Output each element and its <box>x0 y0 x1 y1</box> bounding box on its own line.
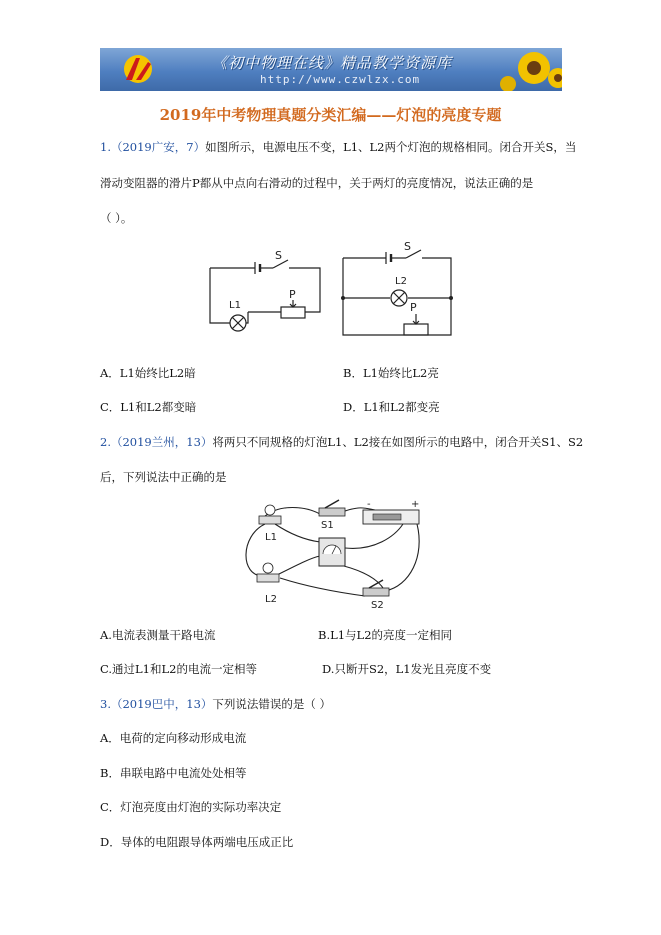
question-2-text-2: 后，下列说法中正确的是 <box>100 470 227 484</box>
q1-option-c: C．L1和L2都变暗 <box>100 400 197 414</box>
question-2-text-1: 将两只不同规格的灯泡L1、L2接在如图所示的电路中，闭合开关S1、S2 <box>212 435 584 449</box>
q3-option-d: D．导体的电阻跟导体两端电压成正比 <box>100 835 294 849</box>
q1-series-circuit-diagram <box>205 250 330 335</box>
question-3-text: 下列说法错误的是（ ） <box>212 697 332 711</box>
question-1-text-2: 滑动变阻器的滑片P都从中点向右滑动的过程中，关于两灯的亮度情况，说法正确的是 <box>100 176 534 190</box>
sunflower-icon <box>472 48 562 91</box>
q2-option-c: C.通过L1和L2的电流一定相等 <box>100 662 257 676</box>
q2-physical-circuit-diagram <box>235 496 430 611</box>
banner-title: 《初中物理在线》精品教学资源库 <box>212 54 453 72</box>
q1-option-b: B．L1始终比L2亮 <box>343 366 439 380</box>
question-1-line-1 <box>100 139 576 155</box>
question-2-line-1 <box>100 434 583 450</box>
q2-option-d: D.只断开S2，L1发光且亮度不变 <box>322 662 492 676</box>
q3-option-b: B．串联电路中电流处处相等 <box>100 766 247 780</box>
question-3-number: 3. <box>100 697 111 711</box>
switch-label-s: S <box>404 240 411 253</box>
l2-label: L2 <box>265 594 277 605</box>
battery-plus-label: + <box>411 499 420 510</box>
question-2-number: 2. <box>100 435 111 449</box>
q1-option-d: D．L1和L2都变亮 <box>343 400 440 414</box>
l1-label: L1 <box>265 532 277 543</box>
question-3-line-1 <box>100 696 331 712</box>
battery-minus-label: - <box>367 499 371 510</box>
question-2-source: （2019兰州，13） <box>110 435 213 449</box>
question-1-text-1: 如图所示，电源电压不变，L1、L2两个灯泡的规格相同。闭合开关S，当 <box>205 140 577 154</box>
q3-option-a: A．电荷的定向移动形成电流 <box>100 731 247 745</box>
page-title: 2019年中考物理真题分类汇编——灯泡的亮度专题 <box>159 106 502 124</box>
question-1-source: （2019广安，7） <box>110 140 206 154</box>
q2-option-b: B.L1与L2的亮度一定相同 <box>318 628 453 642</box>
s2-label: S2 <box>371 600 384 611</box>
question-1-number: 1. <box>100 140 111 154</box>
header-banner <box>100 48 562 91</box>
question-1-text-3: （ ）。 <box>100 211 133 225</box>
q2-option-a: A.电流表测量干路电流 <box>100 628 216 642</box>
q1-option-a: A．L1始终比L2暗 <box>100 366 196 380</box>
q1-parallel-circuit-diagram <box>338 238 463 343</box>
logo-icon <box>118 52 158 86</box>
q3-option-c: C．灯泡亮度由灯泡的实际功率决定 <box>100 800 282 814</box>
s1-label: S1 <box>321 520 334 531</box>
switch-label-s: S <box>275 250 282 262</box>
lamp-label-l2: L2 <box>395 276 407 287</box>
banner-url: http://www.czwlzx.com <box>260 73 421 86</box>
slider-label-p: P <box>410 301 417 314</box>
lamp-label-l1: L1 <box>229 300 241 311</box>
question-3-source: （2019巴中，13） <box>110 697 213 711</box>
slider-label-p: P <box>289 288 296 301</box>
